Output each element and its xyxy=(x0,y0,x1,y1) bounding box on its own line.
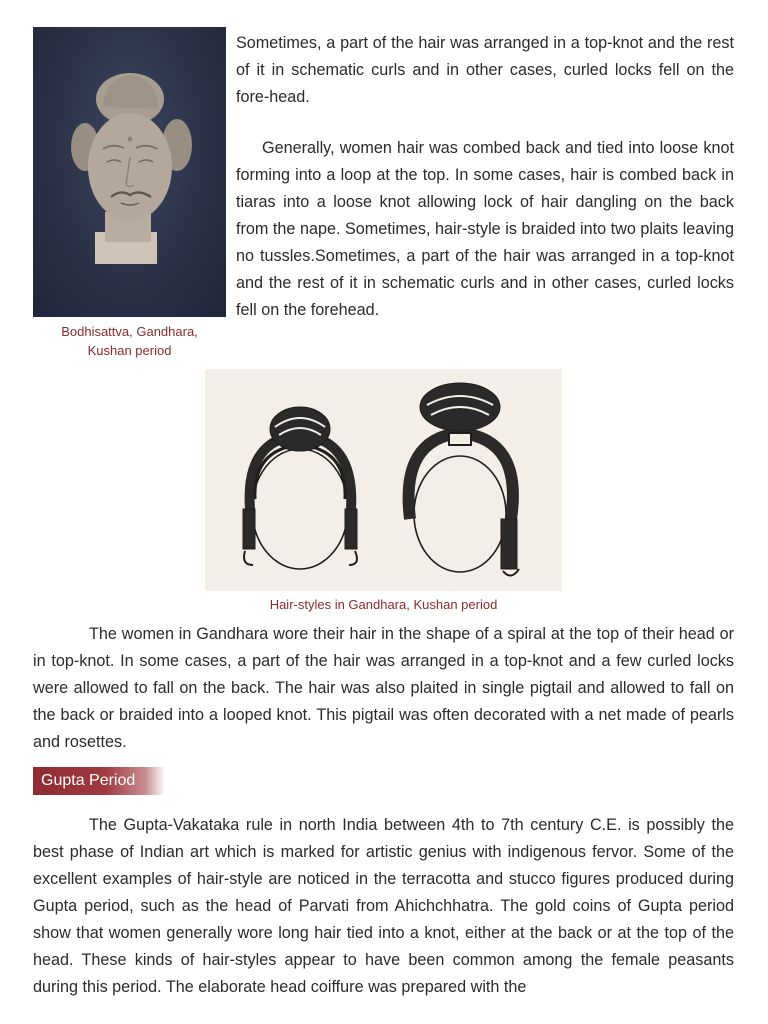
section-heading-gupta: Gupta Period xyxy=(33,767,165,795)
paragraph-gupta-vakataka: The Gupta-Vakataka rule in north India between 4th to 7th century C.E. is possibly the best phase of Indian art which is marked for artistic genius with indigenous fervor. Some of the excellent examples of hair-style are noticed in the terracotta and stucco figures produced during Gupta period, such as the head of Parvati from Ahichchhatra. The gold coins of Gupta period show that women generally wore long hair tied into a knot, either at the back or at the top of the head. These kinds of hair-styles appear to have been common among the female peasants during this period. The elaborate head coiffure was prepared with the xyxy=(33,816,734,996)
paragraph-women-hair: Generally, women hair was combed back and tied into loose knot forming into a loop at the top. In some cases, hair is combed back in tiaras into a loose knot allowing lock of hair dangling on the back from the nape. Sometimes, hair-style is braided into two plaits leaving no tussles.Sometimes, a part of the hair was arranged in a top-knot and the rest of it in schematic curls and in other cases, curled locks fell on the forehead. xyxy=(236,139,734,319)
photo-caption-line2: Kushan period xyxy=(87,343,172,358)
right-hairstyle-drawing xyxy=(409,383,519,576)
sketch-caption: Hair-styles in Gandhara, Kushan period xyxy=(269,597,498,612)
hairstyle-sketch xyxy=(205,369,562,591)
paragraph-top-knot: Sometimes, a part of the hair was arranged in a top-knot and the rest of it in schematic curls and in other cases, curled locks fell on the fore-head. xyxy=(236,34,734,106)
photo-caption xyxy=(33,322,226,360)
photo-caption-line1: Bodhisattva, Gandhara, xyxy=(61,324,198,339)
paragraph-gandhara-women: The women in Gandhara wore their hair in the shape of a spiral at the top of their head or in top-knot. In some cases, a part of the hair was arranged in a top-knot and a few curled locks were allowed to fall on the back. The hair was also plaited in single pigtail and allowed to fall on the back or braided into a looped knot. This pigtail was often decorated with a net made of pearls and rosettes. xyxy=(33,625,734,751)
left-hairstyle-drawing xyxy=(243,407,357,569)
bodhisattva-photo xyxy=(33,27,226,317)
